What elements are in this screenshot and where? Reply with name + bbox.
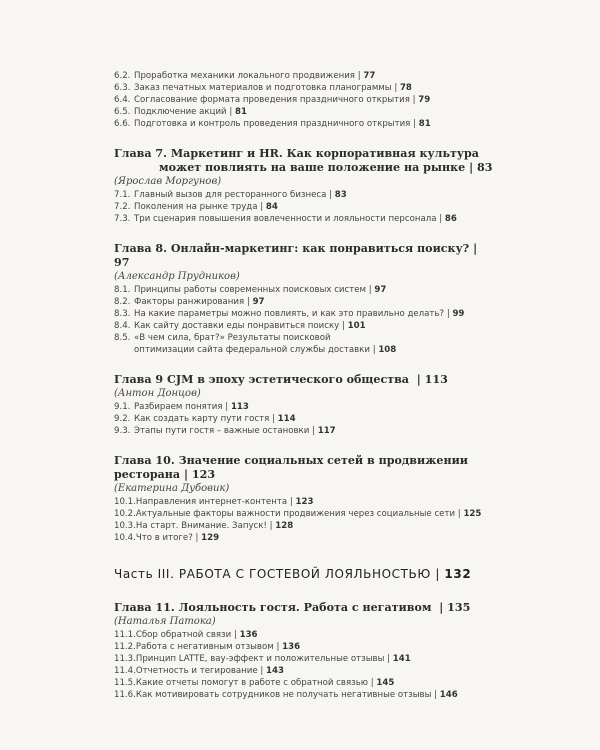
entry-title: Заказ печатных материалов и подготовка планограммы: [134, 82, 392, 93]
toc-entry: [114, 678, 494, 690]
entry-number: 11.3.: [114, 654, 136, 665]
entry-number: 11.2.: [114, 642, 136, 653]
entry-page-number: 81: [418, 118, 431, 129]
entry-page-number: 136: [282, 642, 301, 653]
entry-page-number: 125: [463, 509, 482, 520]
toc-entry: [114, 95, 494, 107]
entry-page-number: 129: [201, 533, 220, 544]
entry-page-number: 97: [252, 297, 265, 308]
entry-number: 7.1.: [114, 190, 131, 201]
entry-separator: |: [434, 689, 438, 700]
entry-number: 8.1.: [114, 285, 131, 296]
toc-entry: [114, 83, 494, 95]
entry-separator: |: [276, 642, 280, 653]
entry-separator: |: [195, 533, 199, 544]
entry-title: На старт. Внимание. Запуск!: [135, 521, 267, 532]
section-6-list: [114, 71, 494, 131]
toc-entry: [114, 402, 494, 414]
entry-title: Как сайту доставки еды понравиться поиску: [134, 321, 340, 332]
chapter-10-author: (Екатерина Дубовик): [114, 483, 230, 495]
chapter-8-heading: Глава 8. Онлайн-маркетинг: как понравиться поиску? | 97: [114, 241, 478, 270]
toc-entry: [114, 297, 494, 309]
entry-page-number: 136: [239, 630, 258, 641]
toc-entry: [114, 642, 494, 654]
entry-number: 6.3.: [114, 82, 131, 93]
toc-entry: [114, 533, 494, 545]
entry-page-number: 146: [439, 689, 458, 700]
entry-page-number: 141: [392, 654, 411, 665]
entry-separator: |: [260, 202, 264, 213]
entry-number: 6.5.: [114, 106, 131, 117]
entry-page-number: 86: [444, 213, 457, 224]
entry-page-number: 123: [295, 497, 314, 508]
entry-title: Поколения на рынке труда: [134, 202, 258, 213]
entry-separator: |: [289, 497, 293, 508]
entry-title: Подготовка и контроль проведения праздничного открытия: [134, 118, 411, 129]
toc-entry-8-5-cont: оптимизации сайта федеральной службы доставки | 108: [134, 344, 397, 355]
chapter-8-list: [114, 285, 494, 333]
entry-number: 10.2.: [114, 509, 136, 520]
entry-separator: |: [357, 71, 361, 81]
entry-page-number: 84: [265, 202, 278, 213]
entry-title: Принцип LATTE, вау-эффект и положительные отзывы: [135, 654, 385, 665]
chapter-9-list: [114, 402, 494, 438]
toc-entry: [114, 630, 494, 642]
entry-number: 8.2.: [114, 297, 131, 308]
entry-title: Отчетность и тегирование: [135, 666, 258, 677]
table-of-contents: [114, 71, 494, 702]
entry-title: Работа с негативным отзывом: [135, 642, 274, 653]
entry-separator: |: [412, 94, 416, 105]
toc-entry: [114, 426, 494, 438]
entry-number: 6.6.: [114, 118, 131, 129]
entry-separator: |: [370, 678, 374, 689]
entry-title: Что в итоге?: [135, 533, 193, 544]
entry-page-number: 114: [277, 414, 296, 425]
toc-entry: [114, 190, 494, 202]
entry-page-number: 81: [235, 106, 247, 117]
entry-page-number: 77: [363, 71, 376, 81]
entry-separator: |: [233, 630, 237, 641]
entry-separator: |: [260, 666, 264, 677]
entry-page-number: 97: [374, 285, 387, 296]
entry-number: 7.3.: [114, 213, 131, 224]
toc-entry: [114, 309, 494, 321]
part-3-heading: Часть III. РАБОТА С ГОСТЕВОЙ ЛОЯЛЬНОСТЬЮ | 132: [114, 567, 472, 582]
entry-separator: |: [329, 190, 333, 201]
toc-entry: [114, 71, 494, 83]
toc-entry: [114, 497, 494, 509]
entry-number: 9.3.: [114, 425, 131, 436]
chapter-7-list: [114, 190, 494, 226]
entry-title: Главный вызов для ресторанного бизнеса: [134, 190, 327, 201]
toc-entry: [114, 690, 494, 702]
chapter-8-author: (Александр Прудников): [114, 271, 240, 283]
entry-number: 11.4.: [114, 666, 136, 677]
entry-separator: |: [387, 654, 391, 665]
entry-title: Как создать карту пути гостя: [134, 414, 270, 425]
entry-separator: |: [312, 425, 315, 436]
entry-page-number: 113: [230, 402, 249, 413]
entry-number: 8.4.: [114, 321, 131, 332]
entry-separator: |: [225, 402, 229, 413]
entry-number: 9.2.: [114, 414, 131, 425]
entry-separator: |: [394, 82, 398, 93]
entry-number: 11.5.: [114, 678, 136, 689]
entry-separator: |: [341, 321, 345, 332]
entry-separator: |: [229, 106, 233, 117]
entry-title: На какие параметры можно повлиять, и как это правильно делать?: [134, 309, 445, 320]
entry-separator: |: [272, 414, 275, 425]
toc-entry: [114, 285, 494, 297]
toc-entry: [114, 202, 494, 214]
entry-page-number: 79: [418, 94, 431, 105]
toc-entry: [114, 107, 494, 119]
chapter-7-author: (Ярослав Моргунов): [114, 176, 222, 188]
entry-title: Согласование формата проведения праздничного открытия: [134, 94, 410, 105]
entry-number: 9.1.: [114, 402, 131, 413]
toc-entry: [114, 521, 494, 533]
entry-page-number: 78: [399, 82, 412, 93]
chapter-9-heading: Глава 9 CJM в эпоху эстетического общества | 113: [114, 372, 448, 386]
entry-title: Проработка механики локального продвижения: [134, 71, 355, 81]
entry-page-number: 143: [266, 666, 284, 677]
entry-number: 6.2.: [114, 71, 131, 81]
entry-page-number: 128: [275, 521, 294, 532]
entry-title: Принципы работы современных поисковых систем: [134, 285, 367, 296]
entry-separator: |: [446, 309, 450, 320]
toc-entry: [114, 666, 494, 678]
chapter-11-list: [114, 630, 494, 701]
entry-title: Направления интернет-контента: [135, 497, 288, 508]
entry-title: Разбираем понятия: [134, 402, 223, 413]
entry-title: Подключение акций: [134, 106, 227, 117]
entry-title: Факторы ранжирования: [134, 297, 245, 308]
chapter-11-author: (Наталья Патока): [114, 616, 216, 628]
toc-entry: [114, 119, 494, 131]
entry-page-number: 99: [452, 309, 465, 320]
chapter-10-heading: Глава 10. Значение социальных сетей в продвижении ресторана | 123: [114, 453, 469, 482]
chapter-9-author: (Антон Донцов): [114, 388, 201, 400]
toc-entry: [114, 414, 494, 426]
chapter-11-heading: Глава 11. Лояльность гостя. Работа с негативом | 135: [114, 601, 471, 615]
toc-entry: [114, 654, 494, 666]
entry-number: 6.4.: [114, 94, 131, 105]
entry-number: 11.6.: [114, 689, 136, 700]
entry-separator: |: [246, 297, 250, 308]
toc-entry: [114, 509, 494, 521]
chapter-7-heading: Глава 7. Маркетинг и HR. Как корпоративная культура может повлиять на ваше положение на рынке | 83: [114, 146, 493, 174]
entry-title: Сбор обратной связи: [135, 630, 232, 641]
entry-title: Актуальные факторы важности продвижения через социальные сети: [135, 509, 456, 520]
entry-number: 7.2.: [114, 202, 131, 213]
entry-title: Этапы пути гостя – важные остановки: [134, 425, 310, 436]
entry-number: 11.1.: [114, 630, 136, 641]
chapter-10-list: [114, 497, 494, 545]
entry-page-number: 117: [317, 425, 336, 436]
entry-number: 10.1.: [114, 497, 136, 508]
entry-separator: |: [439, 213, 443, 224]
toc-entry: [114, 214, 494, 226]
entry-number: 10.4.: [114, 533, 136, 544]
entry-title: Три сценария повышения вовлеченности и лояльности персонала: [134, 213, 437, 224]
entry-page-number: 145: [376, 678, 395, 689]
entry-page-number: 83: [334, 190, 347, 201]
entry-title: Какие отчеты помогут в работе с обратной связью: [135, 678, 369, 689]
entry-title: Как мотивировать сотрудников не получать негативные отзывы: [135, 689, 432, 700]
entry-number: 8.3.: [114, 309, 131, 320]
entry-separator: |: [457, 509, 461, 520]
entry-page-number: 101: [347, 321, 366, 332]
entry-separator: |: [413, 118, 416, 129]
toc-entry-8-5: 8.5. «В чем сила, брат?» Результаты поисковой: [114, 333, 331, 344]
entry-separator: |: [269, 521, 273, 532]
entry-number: 10.3.: [114, 521, 136, 532]
entry-separator: |: [368, 285, 372, 296]
toc-entry: [114, 321, 494, 333]
